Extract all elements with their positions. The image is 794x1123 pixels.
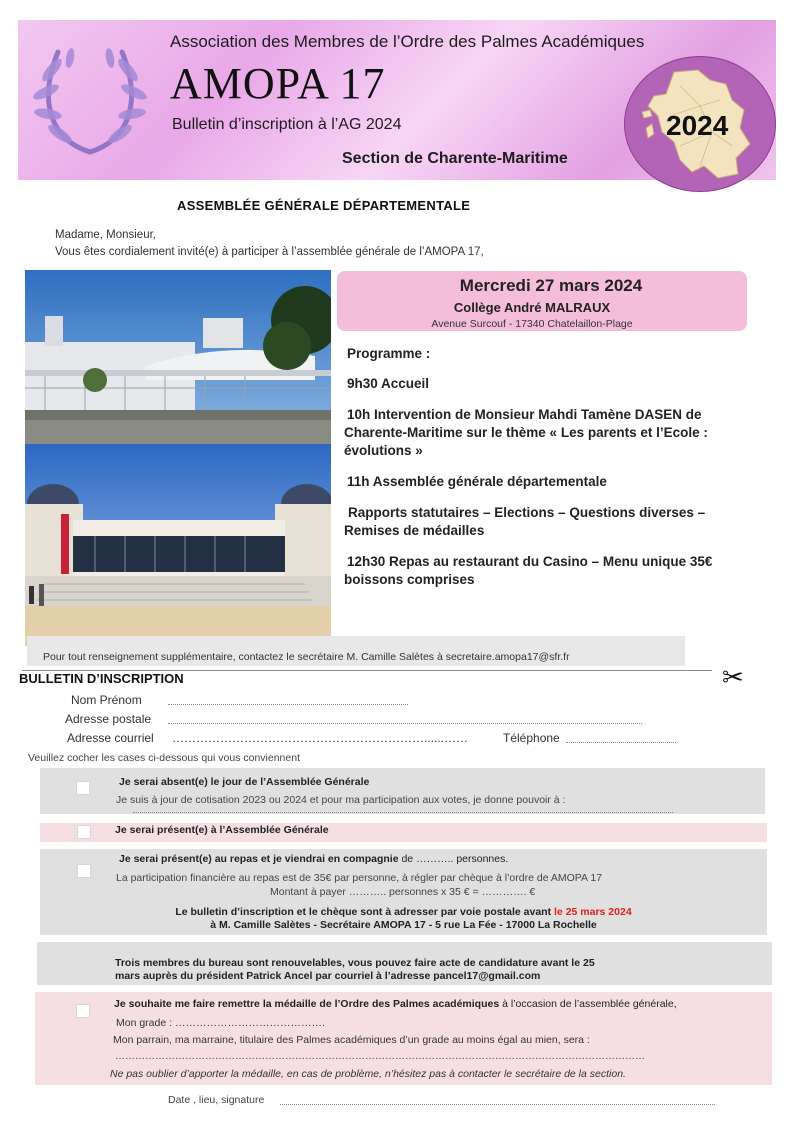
repas-checkbox[interactable]	[77, 864, 91, 878]
repas-title-line	[119, 853, 508, 865]
event-date: Mercredi 27 mars 2024	[459, 276, 643, 295]
signature-label: Date , lieu, signature	[168, 1094, 265, 1106]
signature-field[interactable]	[280, 1104, 715, 1105]
absent-checkbox[interactable]	[76, 781, 90, 795]
form-title: BULLETIN D’INSCRIPTION	[19, 671, 184, 686]
proxy-field[interactable]	[133, 812, 673, 813]
section-name: Section de Charente-Maritime	[342, 150, 568, 167]
invitation-text: Vous êtes cordialement invité(e) à participer à l’assemblée générale de l’AMOPA 17,	[55, 246, 484, 258]
casino-photo	[25, 444, 331, 646]
event-address: Avenue Surcouf - 17340 Chatelaillon-Plage	[431, 318, 633, 330]
parrain-text: Mon parrain, ma marraine, titulaire des Palmes académiques d’un grade au moins égal au mien, sera :	[113, 1034, 590, 1046]
event-place: Collège André MALRAUX	[453, 300, 611, 315]
parrain-field[interactable]: ……………………………………………………………………………………………………………………………………………	[115, 1051, 645, 1062]
postal-address-field[interactable]	[168, 723, 642, 724]
present-checkbox[interactable]	[77, 825, 91, 839]
bulletin-subtitle: Bulletin d’inscription à l’AG 2024	[172, 116, 402, 133]
contact-text: Pour tout renseignement supplémentaire, contactez le secrétaire M. Camille Salètes à secretaire.amopa17@sfr.fr	[43, 651, 570, 663]
scissors-icon: ✂	[722, 662, 744, 692]
send-address: à M. Camille Salètes - Secrétaire AMOPA 17 - 5 rue La Fée - 17000 La Rochelle	[210, 919, 597, 931]
medaille-checkbox[interactable]	[76, 1004, 90, 1018]
repas-title: Je serai présent(e) au repas et je viendrai en compagnie	[119, 853, 399, 865]
send-line	[40, 906, 767, 918]
repas-count[interactable]: de ……….. personnes.	[401, 853, 509, 865]
programme-item: 11h Assemblée générale départementale	[347, 474, 607, 489]
medaille-title-suffix: à l’occasion de l’assemblée générale,	[502, 998, 677, 1010]
programme-item: 10h Intervention de Monsieur Mahdi Tamène DASEN de Charente-Maritime sur le thème « Les parents et l’Ecole : évolutions »	[344, 407, 708, 458]
medaille-title: Je souhaite me faire remettre la médaille de l’Ordre des Palmes académiques	[114, 998, 500, 1010]
programme-heading: Programme :	[347, 346, 431, 361]
name-field[interactable]	[168, 704, 408, 705]
grade-field[interactable]: Mon grade : …………………………………….	[116, 1017, 325, 1029]
repas-price-text: La participation financière au repas est de 35€ par personne, à régler par chèque à l’ordre de AMOPA 17	[116, 872, 603, 884]
bureau-line2: mars auprès du président Patrick Ancel par courriel à l’adresse pancel17@gmail.com	[115, 970, 541, 982]
absent-box	[40, 768, 765, 814]
programme-item: Rapports statutaires – Elections – Questions diverses – Remises de médailles	[344, 505, 706, 538]
repas-amount[interactable]: Montant à payer ……….. personnes x 35 € = …………. €	[270, 886, 536, 898]
year-text: 2024	[666, 110, 729, 141]
college-photo	[25, 270, 331, 444]
amopa-title: AMOPA 17	[170, 59, 386, 108]
association-name: Association des Membres de l’Ordre des Palmes Académiques	[170, 32, 645, 51]
palm-wreath-logo	[30, 30, 150, 162]
ag-title: ASSEMBLÉE GÉNÉRALE DÉPARTEMENTALE	[177, 198, 471, 213]
absent-text: Je suis à jour de cotisation 2023 ou 2024 et pour ma participation aux votes, je donne pouvoir à :	[116, 794, 566, 806]
instruction-text: Veuillez cocher les cases ci-dessous qui vous conviennent	[28, 752, 300, 764]
email-label: Adresse courriel	[67, 731, 154, 745]
bureau-line1: Trois membres du bureau sont renouvelables, vous pouvez faire acte de candidature avant le 25	[115, 957, 595, 969]
email-field[interactable]: ………………………………………………………......……	[172, 731, 469, 745]
programme-item: 9h30 Accueil	[347, 376, 430, 391]
medaille-title-line	[114, 998, 677, 1010]
greeting: Madame, Monsieur,	[55, 229, 156, 241]
send-deadline: le 25 mars 2024	[554, 906, 632, 918]
postal-label: Adresse postale	[65, 712, 152, 726]
phone-label: Téléphone	[503, 731, 560, 745]
absent-title: Je serai absent(e) le jour de l’Assemblée Générale	[119, 776, 370, 788]
name-label: Nom Prénom	[71, 693, 142, 707]
send-prefix: Le bulletin d’inscription et le chèque sont à adresser par voie postale avant	[175, 906, 552, 918]
medaille-note: Ne pas oublier d’apporter la médaille, en cas de problème, n’hésitez pas à contacter le secrétaire de la section.	[110, 1068, 626, 1080]
programme-item: 12h30 Repas au restaurant du Casino – Menu unique 35€ boissons comprises	[344, 554, 713, 587]
phone-field[interactable]	[566, 742, 676, 743]
present-title: Je serai présent(e) à l’Assemblée Générale	[115, 824, 329, 836]
